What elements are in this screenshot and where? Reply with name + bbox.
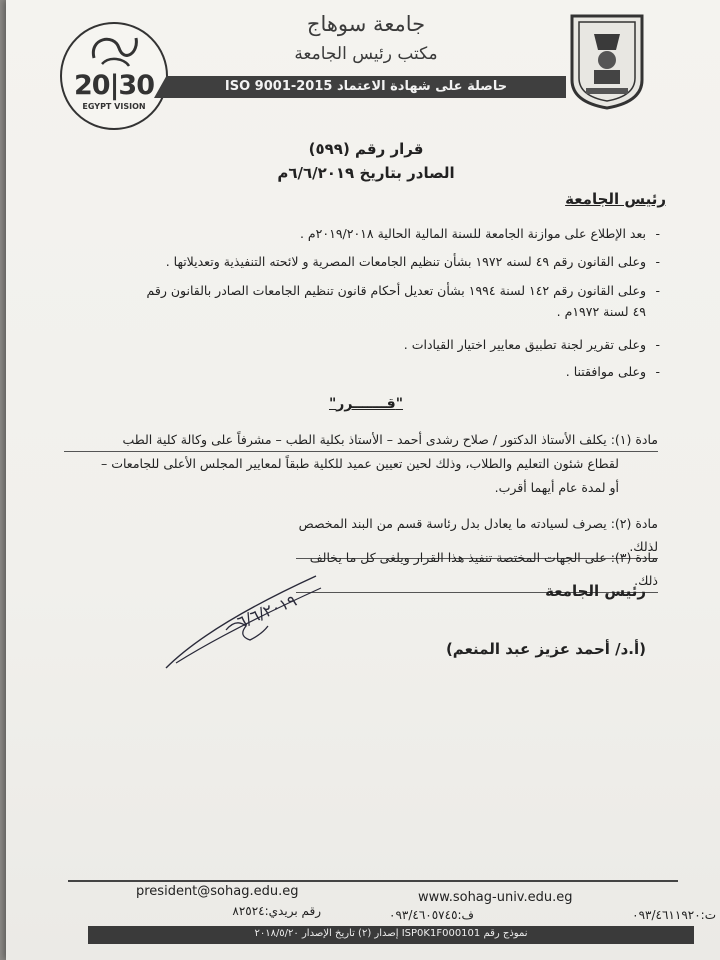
preamble-line-continued: ٤٩ لسنة ١٩٧٢م . [556,304,646,319]
website-address: www.sohag-univ.edu.eg [418,890,573,905]
email-address: president@sohag.edu.eg [136,884,299,899]
article-2: مادة (٢): يصرف لسيادته ما يعادل بدل رئاسة قسم من البند المخصص لذلك. [296,512,658,559]
decided-heading: "قـــــــرر" [328,396,404,412]
vision-swirl-icon [84,28,144,70]
preamble-line: - وعلى تقرير لجنة تطبيق معايير اختيار القيادات . [403,337,660,352]
postal-code: رقم بريدي:٨٢٥٢٤ [232,904,321,918]
svg-text:٦/٦/٢٠١٩: ٦/٦/٢٠١٩ [234,590,300,632]
preamble-line: - بعد الإطلاع على موازنة الجامعة للسنة المالية الحالية ٢٠١٩/٢٠١٨م . [299,226,660,241]
signature-title: رئيس الجامعة [545,582,646,600]
vision-logo-subtitle: EGYPT VISION [82,102,146,111]
accreditation-text: حاصلة على شهادة الاعتماد ISO 9001-2015 [224,79,508,94]
preamble-line: - وعلى موافقتنا . [565,364,660,379]
handwritten-signature [156,568,326,678]
office-name: مكتب رئيس الجامعة [294,44,438,64]
signer-name: (أ.د/ أحمد عزيز عبد المنعم) [445,640,646,658]
sohag-university-emblem [564,10,650,110]
article-1-line-2: لقطاع شئون التعليم والطلاب، وذلك لحين تعيين عميد للكلية طبقاً لمعايير المجلس الأعلى للجامعات – [101,456,619,471]
preamble-line: - وعلى القانون رقم ٤٩ لسنه ١٩٧٢ بشأن تنظيم الجامعات المصرية و لائحته التنفيذية وتعديلاتها . [165,254,660,269]
telephone-number: ت:٠٩٣/٤٦١١٩٢٠ [632,908,716,922]
footer-divider [68,880,678,882]
university-name: جامعة سوهاج [306,12,426,36]
fax-number: ف:٠٩٣/٤٦٠٥٧٤٥ [389,908,474,922]
preamble-line: - وعلى القانون رقم ١٤٢ لسنة ١٩٩٤ بشأن تعديل أحكام قانون تنظيم الجامعات الصادر بالقانون رقم [146,283,660,298]
president-title: رئيس الجامعة [565,190,666,208]
article-3: مادة (٣): على الجهات المختصة تنفيذ هذا القرار ويلغى كل ما يخالف ذلك. [296,546,658,593]
decree-number: قرار رقم (٥٩٩) [308,140,424,158]
decree-date: الصادر بتاريخ ٦/٦/٢٠١٩م [277,164,455,182]
article-1-line-3: أو لمدة عام أيهما أقرب. [494,480,619,495]
article-1-line-1: مادة (١): يكلف الأستاذ الدكتور / صلاح رشدى أحمد – الأستاذ بكلية الطب – مشرفاً على وكالة كلية الطب [64,428,658,452]
document-page [6,0,720,960]
vision-logo-number: 20|30 [74,70,155,101]
form-number-text: نموذج رقم ISP0K1F000101 إصدار (٢) تاريخ الإصدار ٢٠١٨/٥/٢٠ [254,928,528,939]
